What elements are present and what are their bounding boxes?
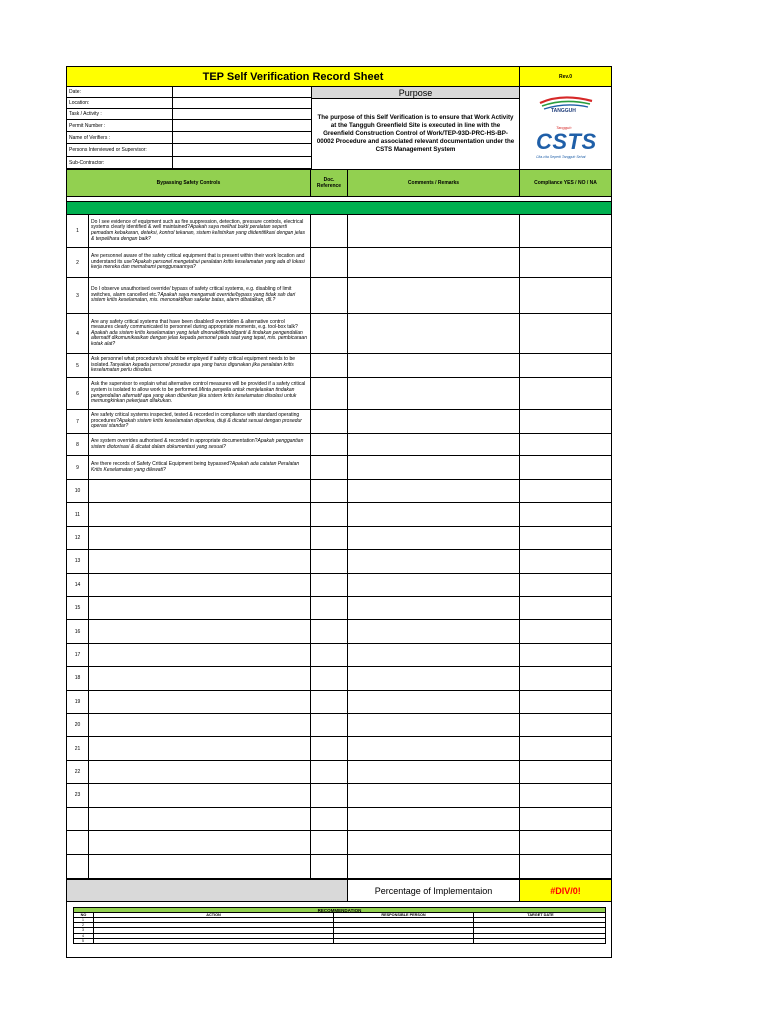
comments-cell[interactable] [348, 597, 520, 619]
empty-question-cell [89, 480, 311, 502]
row-number: 17 [67, 644, 89, 666]
recommendation-number: 1 [74, 918, 94, 922]
recommendation-cell[interactable] [94, 918, 334, 922]
doc-reference-cell[interactable] [311, 527, 348, 549]
info-row [67, 87, 311, 98]
row-number: 15 [67, 597, 89, 619]
recommendation-cell[interactable] [334, 934, 474, 938]
doc-reference-cell[interactable] [311, 456, 348, 479]
row-number: 7 [67, 410, 89, 433]
compliance-cell[interactable] [520, 503, 611, 525]
info-label: Persons Interviewed or Supervisor: [69, 147, 147, 153]
compliance-cell[interactable] [520, 644, 611, 666]
comments-cell[interactable] [348, 855, 520, 878]
question-english: Do I see evidence of equipment such as fire suppression, detection, pressure controls, electrical systems clearly identified & well maintained? [91, 218, 304, 231]
doc-reference-cell[interactable] [311, 480, 348, 502]
info-value-field[interactable] [172, 109, 311, 119]
table-row [67, 620, 611, 643]
doc-reference-cell[interactable] [311, 784, 348, 806]
question-text [89, 314, 311, 353]
doc-reference-cell[interactable] [311, 278, 348, 313]
comments-cell[interactable] [348, 354, 520, 377]
percentage-label: Percentage of Implementaion [348, 879, 520, 901]
row-number: 16 [67, 620, 89, 642]
doc-reference-cell[interactable] [311, 620, 348, 642]
comments-cell[interactable] [348, 550, 520, 572]
doc-reference-cell[interactable] [311, 667, 348, 689]
row-number: 11 [67, 503, 89, 525]
doc-reference-cell[interactable] [311, 714, 348, 736]
info-label: Task / Activity : [69, 111, 102, 117]
comments-cell[interactable] [348, 314, 520, 353]
table-row [67, 378, 611, 410]
doc-reference-cell[interactable] [311, 574, 348, 596]
table-row [67, 278, 611, 314]
row-number: 14 [67, 574, 89, 596]
question-text [89, 378, 311, 409]
question-indonesian: Apakah saya melihat bukti peralatan seperti pemadam kebakaran, deteksi, kontrol tekanan, sistem kelistrikan yang diidentifikasi dengan jelas & terpelihara dengan baik? [91, 224, 306, 242]
row-number: 19 [67, 691, 89, 713]
info-value-field[interactable] [172, 87, 311, 97]
compliance-cell[interactable] [520, 248, 611, 277]
row-number: 3 [67, 278, 89, 313]
doc-reference-cell[interactable] [311, 410, 348, 433]
compliance-cell[interactable] [520, 278, 611, 313]
doc-reference-cell[interactable] [311, 761, 348, 783]
row-number: 22 [67, 761, 89, 783]
table-row [67, 784, 611, 807]
question-english: Ask personnel what procedure/s should be employed if safety critical equipment needs to be isolated. [91, 356, 296, 368]
empty-question-cell [89, 550, 311, 572]
row-number: 9 [67, 456, 89, 479]
empty-question-cell [89, 761, 311, 783]
recommendation-table [73, 913, 606, 951]
table-row [67, 550, 611, 573]
comments-cell[interactable] [348, 410, 520, 433]
row-number: 1 [67, 215, 89, 247]
question-indonesian: Apakah ada sistem kritis keselamatan yang telah dinonaktifkan/diganti & tindakan pengendalian alternatif dikomunikasikan dengan jelas kepada personel pada saat yang tepat, mis. pembicaraan kotak alat? [91, 329, 307, 347]
recommendation-number: 2 [74, 923, 94, 927]
doc-reference-cell[interactable] [311, 737, 348, 759]
row-number [67, 831, 89, 854]
info-row [67, 157, 311, 169]
table-row [67, 314, 611, 354]
comments-cell[interactable] [348, 278, 520, 313]
row-number: 4 [67, 314, 89, 353]
empty-question-cell [89, 714, 311, 736]
purpose-heading: Purpose [311, 87, 520, 99]
info-row [67, 120, 311, 132]
recommendation-title: RECOMMENDATION [73, 907, 606, 913]
question-text [89, 434, 311, 455]
table-row [67, 855, 611, 879]
row-number: 2 [67, 248, 89, 277]
info-row [67, 98, 311, 109]
compliance-cell[interactable] [520, 550, 611, 572]
revision-label: Rev.0 [520, 67, 611, 87]
question-indonesian: Apakah personel mengetahui peralatan kritis keselamatan yang ada di lokasi kerja mereka dan memahami penggunaannya? [91, 258, 305, 271]
compliance-cell[interactable] [520, 354, 611, 377]
compliance-cell[interactable] [520, 215, 611, 247]
column-compliance: Compliance YES / NO / NA [534, 180, 597, 186]
question-english: Are there records of Safety Critical Equipment being bypassed? [91, 460, 232, 467]
compliance-cell[interactable] [520, 434, 611, 455]
row-number: 8 [67, 434, 89, 455]
table-row [67, 410, 611, 434]
table-row [67, 597, 611, 620]
info-label: Permit Number : [69, 122, 106, 129]
compliance-cell[interactable] [520, 831, 611, 854]
doc-reference-cell[interactable] [311, 808, 348, 831]
percentage-value: #DIV/0! [520, 879, 611, 901]
compliance-cell[interactable] [520, 667, 611, 689]
recommendation-cell[interactable] [94, 923, 334, 927]
purpose-text: The purpose of this Self Verification is to ensure that Work Activity at the Tangguh Greenfield Site is executed in line with the Greenfield Construction Control of Work/TEP-93D-PRC-HS-BP-00002 Procedure and associated relevant documentation under the CSTS Management System [311, 99, 520, 169]
recommendation-cell[interactable] [334, 939, 474, 943]
csts-logo: Tangguh CSTS Cita-cita Seperti Tangguh Sehat [536, 125, 597, 159]
logo-area [520, 87, 611, 169]
question-text [89, 354, 311, 377]
recommendation-header-cell: TARGET DATE [527, 913, 554, 917]
row-number: 6 [67, 378, 89, 409]
table-row [67, 808, 611, 832]
recommendation-cell[interactable] [474, 923, 607, 927]
question-english: Ask the supervisor to explain what alternative control measures will be provided if a safety critical system is isolated to allow work to be performed. [91, 381, 306, 393]
info-row [67, 132, 311, 144]
doc-reference-cell[interactable] [311, 597, 348, 619]
question-english: Are safety critical systems inspected, tested & recorded in compliance with standard operating procedures? [91, 412, 300, 424]
record-sheet [66, 66, 612, 958]
compliance-cell[interactable] [520, 597, 611, 619]
compliance-cell[interactable] [520, 737, 611, 759]
table-row [67, 354, 611, 378]
comments-cell[interactable] [348, 761, 520, 783]
empty-question-cell [89, 855, 311, 878]
doc-reference-cell[interactable] [311, 691, 348, 713]
doc-reference-cell[interactable] [311, 434, 348, 455]
compliance-cell[interactable] [520, 574, 611, 596]
question-text [89, 456, 311, 479]
compliance-cell[interactable] [520, 480, 611, 502]
question-english: Do I observe unauthorised override/ bypass of safety critical systems, e.g. disabling of limit switches, alarm cancelled etc.? [91, 286, 292, 298]
comments-cell[interactable] [348, 667, 520, 689]
comments-cell[interactable] [348, 503, 520, 525]
info-value-field[interactable] [172, 144, 311, 156]
recommendation-number: 3 [74, 928, 94, 932]
sheet-title: TEP Self Verification Record Sheet [67, 67, 520, 87]
info-row [67, 109, 311, 120]
recommendation-cell[interactable] [334, 918, 474, 922]
recommendation-cell[interactable] [334, 928, 474, 932]
question-indonesian: Apakah ada catatan Peralatan Kritis Keselamatan yang dilewati? [91, 460, 300, 473]
recommendation-cell[interactable] [334, 923, 474, 927]
empty-question-cell [89, 831, 311, 854]
compliance-cell[interactable] [520, 620, 611, 642]
row-number: 21 [67, 737, 89, 759]
comments-cell[interactable] [348, 737, 520, 759]
info-fields [67, 87, 311, 169]
table-row [67, 691, 611, 714]
info-label: Sub-Contractor: [69, 159, 105, 166]
question-indonesian: Apakah penggantian sistem diotorisasi & dicatat dalam dokumentasi yang sesuai? [91, 437, 304, 450]
recommendation-cell[interactable] [94, 939, 334, 943]
question-english: Are personnel aware of the safety critical equipment that is present within their work location and understand its use? [91, 253, 305, 265]
doc-reference-cell[interactable] [311, 314, 348, 353]
comments-cell[interactable] [348, 831, 520, 854]
empty-question-cell [89, 667, 311, 689]
doc-reference-cell[interactable] [311, 378, 348, 409]
question-indonesian: Minta penyelia untuk menjelaskan tindakan pengendalian alternatif apa yang akan diberikan jika sistem kritis keselamatan diisolasi untuk memungkinkan pekerjaan dilakukan. [91, 386, 297, 405]
recommendation-cell[interactable] [474, 934, 607, 938]
doc-reference-cell[interactable] [311, 855, 348, 878]
comments-cell[interactable] [348, 527, 520, 549]
empty-question-cell [89, 620, 311, 642]
recommendation-header-cell: RESPONSIBLE PERSON [334, 913, 474, 917]
row-number [67, 808, 89, 831]
recommendation-number: 5 [74, 939, 94, 943]
row-number: 18 [67, 667, 89, 689]
empty-question-cell [89, 574, 311, 596]
doc-reference-cell[interactable] [311, 831, 348, 854]
table-row [67, 737, 611, 760]
question-indonesian: Tanyakan kepada personel prosedur apa yang harus digunakan jika peralatan kritis keselamatan perlu diisolasi. [91, 361, 294, 374]
question-indonesian: Apakah saya mengamati override/bypass yang tidak sah dari sistem kritis keselamatan, mis. menonaktifkan sakelar batas, alarm dibatalkan, dll.? [91, 291, 296, 304]
table-row [67, 761, 611, 784]
question-text [89, 410, 311, 433]
recommendation-cell[interactable] [474, 928, 607, 932]
info-label: Location: [69, 100, 90, 106]
table-row [67, 527, 611, 550]
row-number: 12 [67, 527, 89, 549]
comments-cell[interactable] [348, 215, 520, 247]
compliance-cell[interactable] [520, 808, 611, 831]
comments-cell[interactable] [348, 574, 520, 596]
row-number: 5 [67, 354, 89, 377]
row-number: 20 [67, 714, 89, 736]
compliance-cell[interactable] [520, 456, 611, 479]
section-band [67, 201, 611, 215]
comments-cell[interactable] [348, 691, 520, 713]
table-row [67, 248, 611, 278]
compliance-cell[interactable] [520, 855, 611, 878]
info-value-field[interactable] [172, 98, 311, 108]
empty-question-cell [89, 691, 311, 713]
empty-question-cell [89, 503, 311, 525]
compliance-cell[interactable] [520, 761, 611, 783]
row-number: 23 [67, 784, 89, 806]
info-label: Name of Verifiers : [69, 134, 111, 141]
doc-reference-cell[interactable] [311, 354, 348, 377]
doc-reference-cell[interactable] [311, 503, 348, 525]
empty-question-cell [89, 527, 311, 549]
compliance-cell[interactable] [520, 691, 611, 713]
question-english: Are system overrides authorised & recorded in appropriate documentation? [91, 437, 258, 444]
compliance-cell[interactable] [520, 714, 611, 736]
recommendation-cell[interactable] [94, 928, 334, 932]
checklist-table [67, 215, 611, 879]
recommendation-number: 4 [74, 934, 94, 938]
compliance-cell[interactable] [520, 527, 611, 549]
doc-reference-cell[interactable] [311, 248, 348, 277]
table-row [67, 480, 611, 503]
comments-cell[interactable] [348, 644, 520, 666]
doc-reference-cell[interactable] [311, 550, 348, 572]
row-number: 10 [67, 480, 89, 502]
question-text [89, 248, 311, 277]
comments-cell[interactable] [348, 434, 520, 455]
comments-cell[interactable] [348, 714, 520, 736]
compliance-cell[interactable] [520, 314, 611, 353]
compliance-cell[interactable] [520, 378, 611, 409]
empty-question-cell [89, 808, 311, 831]
info-label: Date: [69, 89, 81, 95]
column-controls: Bypassing Safety Controls [67, 170, 311, 196]
info-row [67, 144, 311, 157]
table-row [67, 434, 611, 456]
recommendation-header-cell: NO [74, 913, 94, 917]
question-english: Are any safety critical systems that have been disabled/ overridden & alternative control measures clearly communicated to personnel during appropriate moments, e.g. tool-box talk? [91, 318, 298, 331]
recommendation-row [73, 939, 606, 944]
empty-question-cell [89, 737, 311, 759]
table-row [67, 574, 611, 597]
row-number: 13 [67, 550, 89, 572]
column-doc-ref: Doc. Reference [311, 170, 348, 196]
compliance-cell[interactable] [520, 410, 611, 433]
tangguh-logo: TANGGUH [532, 93, 602, 117]
table-row [67, 714, 611, 737]
question-text [89, 278, 311, 313]
column-comments: Comments / Remarks [348, 170, 520, 196]
recommendation-cell[interactable] [474, 918, 607, 922]
info-value-field[interactable] [172, 120, 311, 131]
recommendation-header-cell: ACTION [94, 913, 334, 917]
empty-question-cell [89, 784, 311, 806]
compliance-cell[interactable] [520, 784, 611, 806]
empty-question-cell [89, 597, 311, 619]
table-row [67, 831, 611, 855]
empty-question-cell [89, 644, 311, 666]
recommendation-cell[interactable] [474, 939, 607, 943]
comments-cell[interactable] [348, 620, 520, 642]
comments-cell[interactable] [348, 456, 520, 479]
table-row [67, 215, 611, 248]
recommendation-cell[interactable] [94, 934, 334, 938]
comments-cell[interactable] [348, 248, 520, 277]
table-row [67, 456, 611, 480]
comments-cell[interactable] [348, 784, 520, 806]
row-number [67, 855, 89, 878]
comments-cell[interactable] [348, 480, 520, 502]
table-row [67, 667, 611, 690]
column-header-row [67, 169, 611, 197]
info-value-field[interactable] [172, 132, 311, 143]
doc-reference-cell[interactable] [311, 644, 348, 666]
table-row [67, 503, 611, 526]
info-value-field[interactable] [172, 157, 311, 168]
question-indonesian: Apakah sistem kritis keselamatan diperiksa, diuji & dicatat sesuai dengan prosedur operasi standar? [91, 417, 302, 430]
question-text [89, 215, 311, 247]
doc-reference-cell[interactable] [311, 215, 348, 247]
percentage-left [67, 879, 348, 901]
table-row [67, 644, 611, 667]
comments-cell[interactable] [348, 378, 520, 409]
comments-cell[interactable] [348, 808, 520, 831]
